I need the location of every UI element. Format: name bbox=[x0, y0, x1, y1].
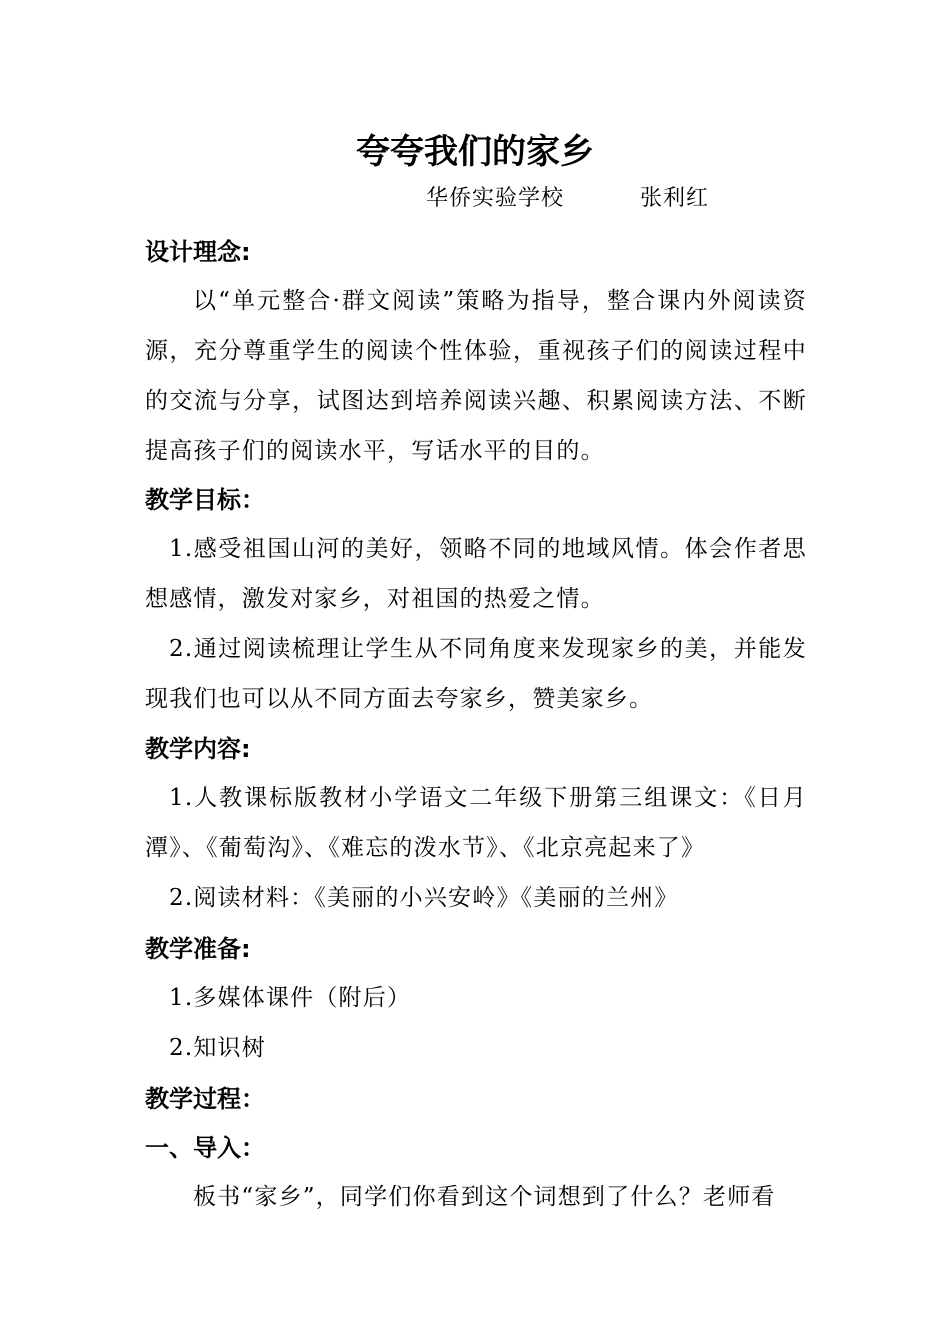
process-section1-heading: 一、导入： bbox=[145, 1134, 265, 1162]
author-name: 张利红 bbox=[640, 186, 710, 211]
document-title: 夸夸我们的家乡 bbox=[356, 132, 594, 172]
preparation-heading: 教学准备: bbox=[145, 935, 251, 963]
preparation-item-1: 1.多媒体课件（附后） bbox=[169, 985, 412, 1011]
process-section1-paragraph: 板书“家乡”，同学们你看到这个词想到了什么？老师看 bbox=[193, 1184, 776, 1210]
design-concept-heading: 设计理念: bbox=[145, 238, 251, 266]
preparation-item-2: 2.知识树 bbox=[169, 1035, 266, 1061]
process-heading: 教学过程： bbox=[145, 1085, 265, 1113]
content-heading: 教学内容: bbox=[145, 735, 251, 763]
content-item-1: 1.人教课标版教材小学语文二年级下册第三组课文：《日月潭》、《葡萄沟》、《难忘的泼水节》、《北京亮起来了》 bbox=[145, 785, 807, 861]
content-item-2: 2.阅读材料：《美丽的小兴安岭》《美丽的兰州》 bbox=[169, 885, 679, 911]
design-concept-paragraph: 以“单元整合·群文阅读”策略为指导，整合课内外阅读资源，充分尊重学生的阅读个性体验，重视孩子们的阅读过程中的交流与分享，试图达到培养阅读兴趣、积累阅读方法、不断提高孩子们的阅读水平，写话水平的目的。 bbox=[145, 288, 807, 464]
byline bbox=[426, 182, 710, 216]
objective-item-2: 2.通过阅读梳理让学生从不同角度来发现家乡的美，并能发现我们也可以从不同方面去夸家乡，赞美家乡。 bbox=[145, 636, 807, 712]
objective-item-1: 1.感受祖国山河的美好，领略不同的地域风情。体会作者思想感情，激发对家乡，对祖国的热爱之情。 bbox=[145, 536, 807, 612]
objectives-heading: 教学目标： bbox=[145, 486, 265, 514]
school-name: 华侨实验学校 bbox=[426, 186, 565, 211]
